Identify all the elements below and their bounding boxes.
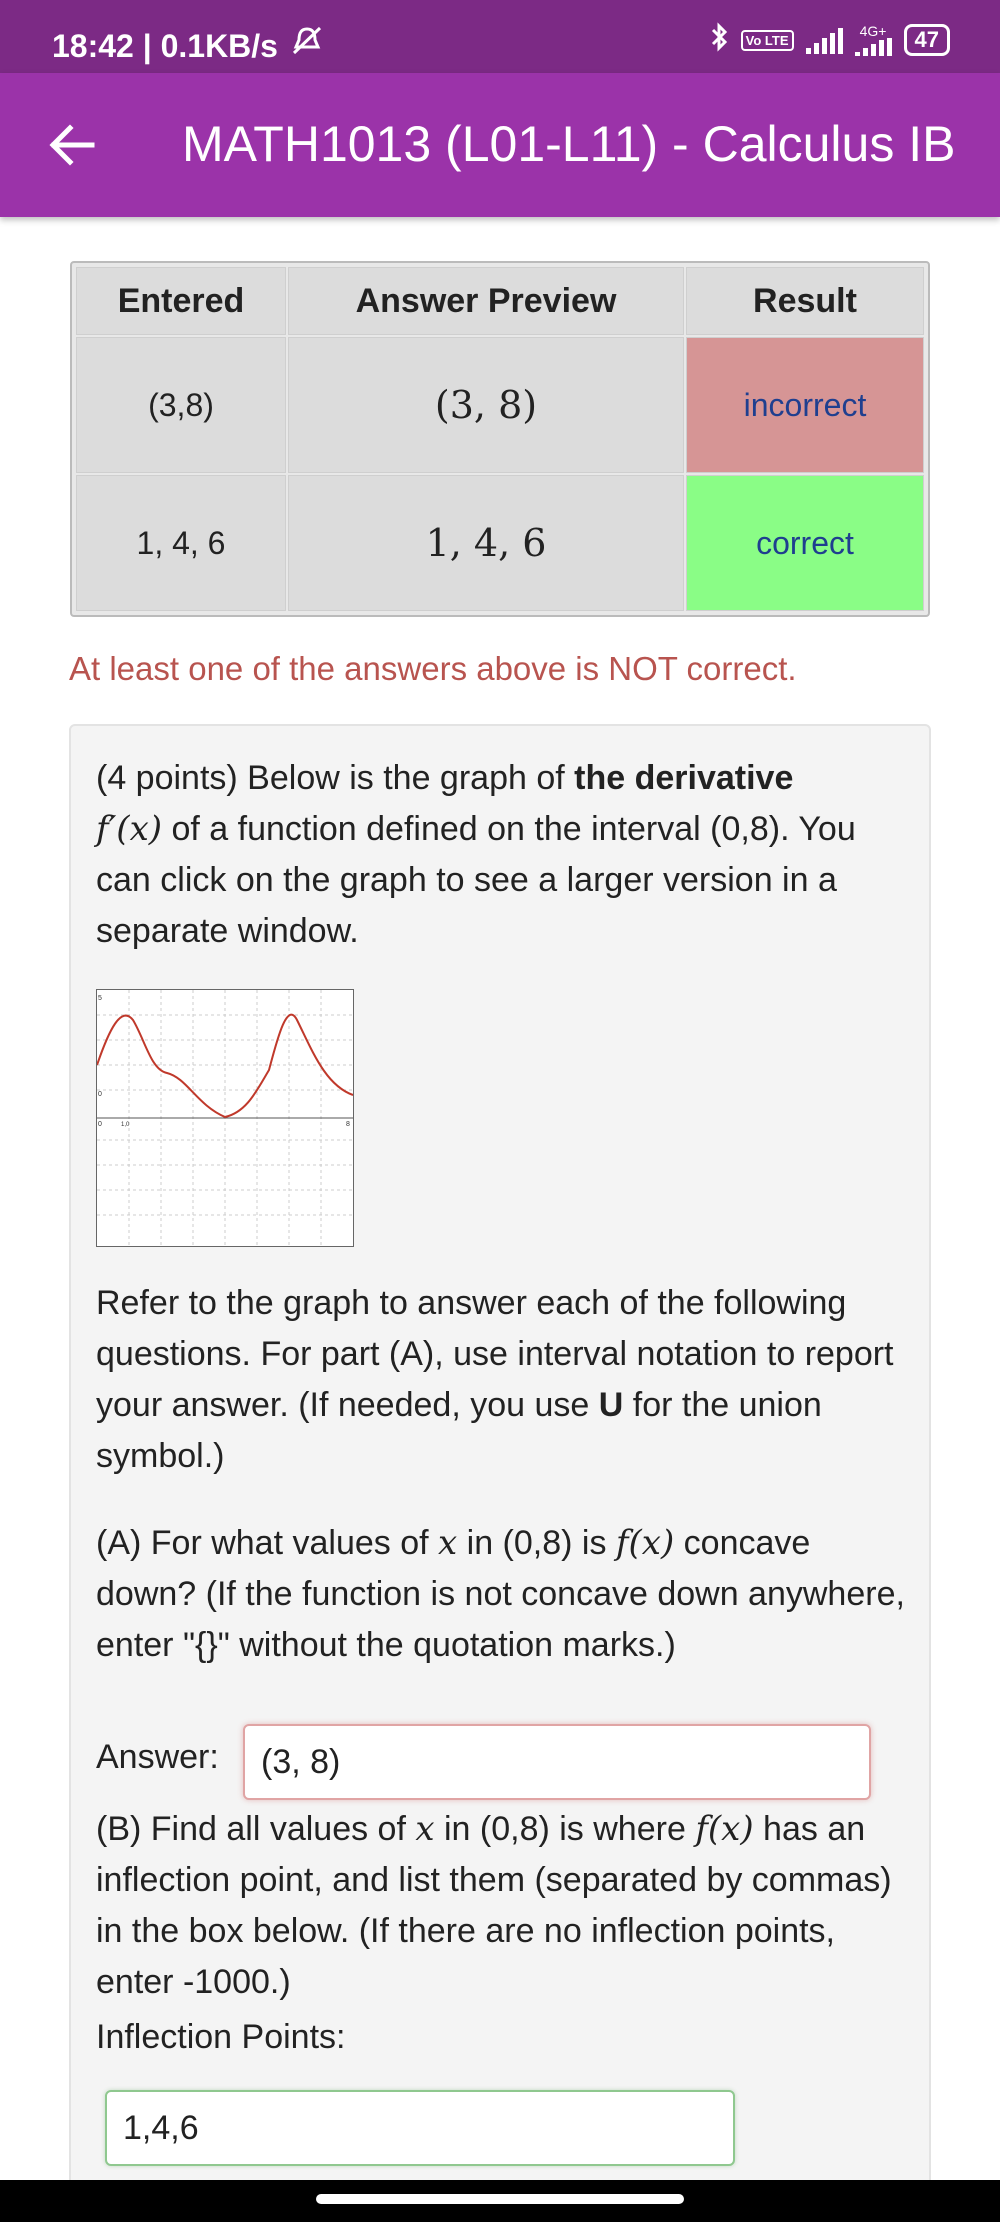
answer-label: Answer: bbox=[96, 1738, 219, 1776]
warning-message: At least one of the answers above is NOT correct. bbox=[69, 650, 797, 687]
header-entered: Entered bbox=[76, 267, 286, 335]
preview-cell: (3, 8) bbox=[288, 337, 684, 473]
app-bar bbox=[0, 73, 1000, 217]
graph-xlabel-left: 0 bbox=[98, 1121, 102, 1128]
union-symbol: U bbox=[598, 1386, 624, 1424]
part-a-fx: f(x) bbox=[615, 1523, 675, 1563]
graph-ylabel-top: 5 bbox=[98, 995, 102, 1002]
bluetooth-icon bbox=[709, 22, 729, 58]
intro-text-2: of a function defined on the interval (0,8). You can click on the graph to see a larger version in a separate window. bbox=[96, 810, 856, 950]
inflection-label: Inflection Points: bbox=[96, 2018, 346, 2056]
status-icons bbox=[709, 22, 950, 58]
part-a-text-2: in (0,8) is bbox=[457, 1524, 616, 1562]
navigation-bar bbox=[0, 2180, 1000, 2222]
graph-xlabel-right: 8 bbox=[346, 1121, 350, 1128]
part-a-text: (A) For what values of bbox=[96, 1524, 439, 1562]
status-time: 18:42 | 0.1KB/s bbox=[52, 28, 278, 64]
header-result: Result bbox=[686, 267, 924, 335]
status-bar bbox=[0, 0, 1000, 73]
entered-cell: 1, 4, 6 bbox=[76, 475, 286, 611]
problem-box bbox=[69, 724, 931, 2222]
result-cell-incorrect: incorrect bbox=[686, 337, 924, 473]
graph-ylabel-zero: 0 bbox=[98, 1091, 102, 1098]
mute-icon bbox=[290, 26, 324, 61]
volte-icon: Vo LTE bbox=[741, 30, 794, 51]
inflection-input[interactable]: 1,4,6 bbox=[105, 2090, 735, 2166]
problem-instructions bbox=[96, 1278, 906, 1482]
intro-bold: the derivative bbox=[574, 759, 794, 797]
result-cell-correct: correct bbox=[686, 475, 924, 611]
signal-icon-1 bbox=[806, 26, 843, 54]
part-b-question bbox=[96, 1804, 906, 2008]
part-b-text: (B) Find all values of bbox=[96, 1810, 416, 1848]
header-answer-preview: Answer Preview bbox=[288, 267, 684, 335]
back-button[interactable] bbox=[42, 113, 106, 177]
part-b-x: x bbox=[415, 1809, 435, 1849]
derivative-symbol: f′(x) bbox=[96, 809, 163, 849]
arrow-left-icon bbox=[42, 113, 106, 177]
intro-text: (4 points) Below is the graph of bbox=[96, 759, 575, 797]
table-row bbox=[76, 337, 924, 473]
results-table bbox=[70, 261, 930, 617]
home-gesture-handle[interactable] bbox=[316, 2194, 684, 2204]
table-row bbox=[76, 475, 924, 611]
signal-icon-2 bbox=[855, 38, 892, 56]
part-a-text-3: concave down? (If the function is not concave down anywhere, enter "{}" without the quotation marks.) bbox=[96, 1524, 905, 1664]
part-b-fx: f(x) bbox=[695, 1809, 754, 1849]
network-type: 4G+ bbox=[859, 23, 887, 39]
part-b-text-2: in (0,8) is where bbox=[434, 1810, 696, 1848]
battery-icon: 47 bbox=[904, 24, 950, 56]
problem-intro bbox=[96, 753, 906, 957]
graph-xtick: 1,0 bbox=[121, 1122, 130, 1128]
part-b-text-3: has an inflection point, and list them (separated by commas) in the box below. (If there are no inflection points, enter -1000.) bbox=[96, 1810, 892, 2001]
instructions-text-2: for the union symbol.) bbox=[96, 1386, 822, 1475]
part-a-x: x bbox=[438, 1523, 458, 1563]
part-a-question bbox=[96, 1518, 906, 1671]
page-title: MATH1013 (L01-L11) - Calculus IB bbox=[182, 116, 956, 172]
entered-cell: (3,8) bbox=[76, 337, 286, 473]
derivative-graph[interactable] bbox=[96, 989, 354, 1247]
preview-cell: 1, 4, 6 bbox=[288, 475, 684, 611]
answer-a-input[interactable]: (3, 8) bbox=[243, 1724, 871, 1800]
instructions-text: Refer to the graph to answer each of the following questions. For part (A), use interval notation to report your answer. (If needed, you use bbox=[96, 1284, 894, 1424]
